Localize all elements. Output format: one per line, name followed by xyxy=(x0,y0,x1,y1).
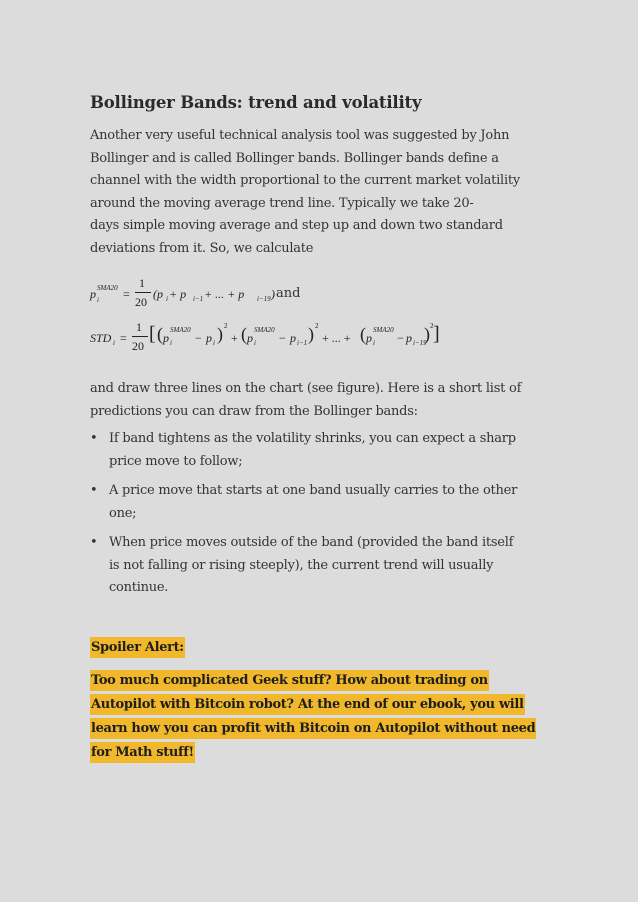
std-minus-1: − xyxy=(195,331,202,345)
std-minus-3: − xyxy=(397,331,404,345)
list-item-line: one; xyxy=(109,505,137,521)
std-square-3: 2 xyxy=(430,322,434,330)
std-var-2: p xyxy=(247,331,253,345)
std-sub-3b: i−19 xyxy=(413,339,427,347)
std-sub-1: i xyxy=(170,339,172,347)
sma-lhs-sup: SMA20 xyxy=(97,284,118,292)
spoiler-line: Autopilot with Bitcoin robot? At the end of our ebook, you will xyxy=(90,694,525,715)
intro-line: days simple moving average and step up and down two standard xyxy=(90,218,503,233)
intro-line: Another very useful technical analysis tool was suggested by John xyxy=(90,128,510,143)
std-sub-2: i xyxy=(254,339,256,347)
spoiler-line: Too much complicated Geek stuff? How about trading on xyxy=(90,670,489,691)
sma-fraction-bar xyxy=(135,292,151,293)
after-formula-paragraph xyxy=(90,378,560,423)
std-minus-2: − xyxy=(279,331,286,345)
std-var-1b: p xyxy=(206,331,212,345)
sma-term1-sub: i xyxy=(166,295,168,303)
std-close-bracket: ] xyxy=(433,323,440,345)
std-sub-3: i xyxy=(373,339,375,347)
std-close-paren-1: ) xyxy=(217,324,223,344)
bullet-dot: • xyxy=(90,483,98,498)
list-item-line: A price move that starts at one band usually carries to the other xyxy=(109,483,518,498)
sma-numerator: 1 xyxy=(139,276,145,290)
std-sup-1: SMA20 xyxy=(170,326,191,334)
spoiler-body xyxy=(90,669,570,765)
std-equals: = xyxy=(120,331,127,345)
list-item-text xyxy=(109,532,513,600)
spoiler-line: for Math stuff! xyxy=(90,742,195,763)
list-item-line: If band tightens as the volatility shrinks, you can expect a sharp xyxy=(109,431,516,446)
std-sup-2: SMA20 xyxy=(254,326,275,334)
sma-term3-sub: i−19 xyxy=(257,295,271,303)
list-item-line: continue. xyxy=(109,580,169,595)
sma-formula xyxy=(90,276,350,312)
list-item-text xyxy=(109,480,517,525)
std-lhs: STD xyxy=(90,331,112,345)
std-var-3b: p xyxy=(406,331,412,345)
sma-close: ) xyxy=(271,287,275,301)
std-dots: + ... + xyxy=(322,331,351,345)
std-open-paren-1: ( xyxy=(157,324,163,344)
std-formula xyxy=(90,318,440,360)
list-item-line: When price moves outside of the band (provided the band itself xyxy=(109,535,514,550)
std-open-bracket: [ xyxy=(149,323,156,345)
std-var-2b: p xyxy=(290,331,296,345)
sma-term2-sub: i−1 xyxy=(193,295,204,303)
std-close-paren-2: ) xyxy=(308,324,314,344)
intro-line: deviations from it. So, we calculate xyxy=(90,240,314,256)
sma-term3: + ... + p xyxy=(204,287,245,301)
std-fraction-bar xyxy=(132,336,148,337)
std-lhs-sub: i xyxy=(113,339,115,347)
sma-denominator: 20 xyxy=(135,295,147,309)
bullet-dot: • xyxy=(90,535,98,550)
std-denominator: 20 xyxy=(132,339,144,353)
list-item-line: price move to follow; xyxy=(109,453,243,469)
intro-line: Bollinger and is called Bollinger bands. Bollinger bands define a xyxy=(90,150,499,166)
sma-lhs-sub: i xyxy=(97,296,99,304)
spoiler-title xyxy=(90,636,185,658)
std-open-paren-3: ( xyxy=(360,324,366,344)
and-word: and xyxy=(276,286,301,301)
std-numerator: 1 xyxy=(136,320,142,334)
after-line: predictions you can draw from the Bollinger bands: xyxy=(90,403,418,419)
list-item-line: is not falling or rising steeply), the current trend will usually xyxy=(109,557,494,573)
intro-paragraph xyxy=(90,125,560,260)
std-square-1: 2 xyxy=(224,322,228,330)
list-item-text xyxy=(109,428,516,473)
std-close-paren-3: ) xyxy=(424,324,430,344)
spoiler-title-text: Spoiler Alert: xyxy=(90,637,185,658)
std-sub-1b: i xyxy=(213,339,215,347)
sma-equals: = xyxy=(123,287,130,301)
sma-term1: (p xyxy=(153,287,163,301)
sma-term2: + p xyxy=(169,287,187,301)
std-open-paren-2: ( xyxy=(241,324,247,344)
section-heading: Bollinger Bands: trend and volatility xyxy=(90,93,422,112)
std-sub-2b: i−1 xyxy=(297,339,308,347)
after-line: and draw three lines on the chart (see figure). Here is a short list of xyxy=(90,381,522,396)
std-var-3: p xyxy=(366,331,372,345)
intro-line: around the moving average trend line. Typically we take 20- xyxy=(90,195,474,211)
sma-lhs: p xyxy=(90,287,96,301)
std-square-2: 2 xyxy=(315,322,319,330)
intro-line: channel with the width proportional to the current market volatility xyxy=(90,173,520,188)
spoiler-line: learn how you can profit with Bitcoin on Autopilot without need xyxy=(90,718,536,739)
std-plus: + xyxy=(231,331,238,345)
std-sup-3: SMA20 xyxy=(373,326,394,334)
bullet-dot: • xyxy=(90,431,98,446)
std-var-1: p xyxy=(163,331,169,345)
